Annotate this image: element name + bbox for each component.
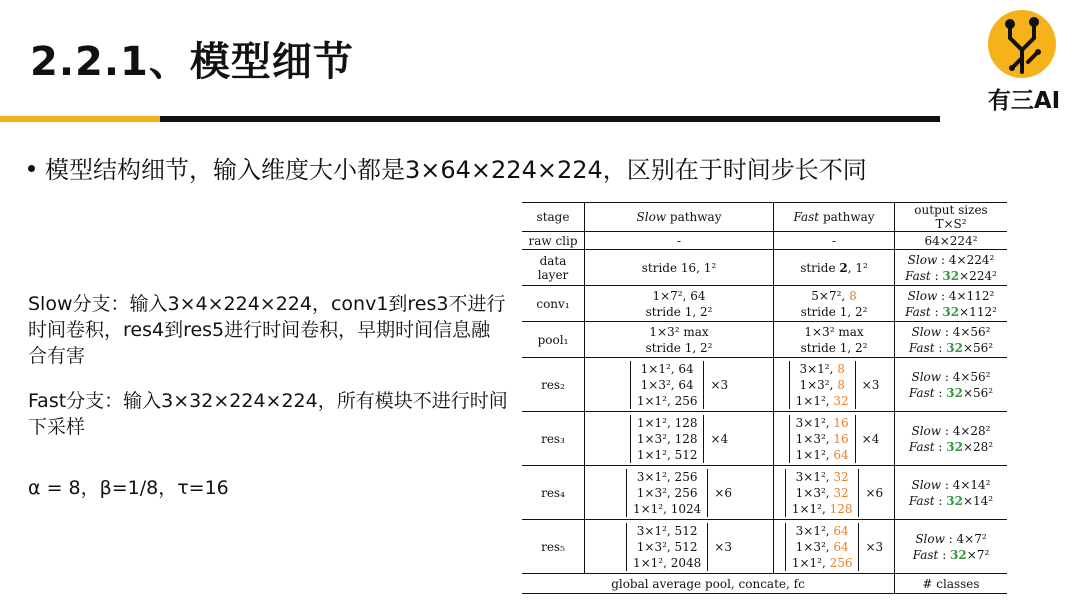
output-cell: Slow : 4×28² Fast : 32×28² xyxy=(895,412,1008,466)
stage-cell: raw clip xyxy=(522,232,585,250)
footer-left-cell: global average pool, concate, fc xyxy=(522,574,895,594)
stage-cell: data layer xyxy=(522,250,585,286)
bullet-text: 模型结构细节，输入维度大小都是3×64×224×224，区别在于时间步长不同 xyxy=(45,156,867,184)
fast-cell: 3×1², 64 1×3², 64 1×1², 256 ×3 xyxy=(774,520,895,574)
output-cell: Slow : 4×112² Fast : 32×112² xyxy=(895,286,1008,322)
table-row xyxy=(522,412,1007,466)
fast-cell: 3×1², 8 1×3², 8 1×1², 32 ×3 xyxy=(774,358,895,412)
fast-cell: 1×3² max stride 1, 2² xyxy=(774,322,895,358)
youthree-ai-logo xyxy=(986,10,1061,114)
slow-cell: 1×1², 64 1×3², 64 1×1², 256 ×3 xyxy=(585,358,774,412)
output-cell: Slow : 4×7² Fast : 32×7² xyxy=(895,520,1008,574)
table-row xyxy=(522,466,1007,520)
header-stage: stage xyxy=(522,203,585,232)
output-cell: Slow : 4×224² Fast : 32×224² xyxy=(895,250,1008,286)
stage-cell: res₄ xyxy=(522,466,585,520)
output-cell: Slow : 4×56² Fast : 32×56² xyxy=(895,322,1008,358)
table-row xyxy=(522,358,1007,412)
fast-cell: 3×1², 16 1×3², 16 1×1², 64 ×4 xyxy=(774,412,895,466)
params-text: α = 8，β=1/8，τ=16 xyxy=(28,477,229,499)
logo-text: 有三AI xyxy=(987,88,1061,114)
table-row xyxy=(522,286,1007,322)
slow-cell: - xyxy=(585,232,774,250)
fast-cell: 5×7², 8 stride 1, 2² xyxy=(774,286,895,322)
footer-right-cell: # classes xyxy=(895,574,1008,594)
slow-cell: 3×1², 256 1×3², 256 1×1², 1024 ×6 xyxy=(585,466,774,520)
stage-cell: pool₁ xyxy=(522,322,585,358)
title-underline-accent xyxy=(0,116,160,122)
fast-cell: - xyxy=(774,232,895,250)
fast-cell: 3×1², 32 1×3², 32 1×1², 128 ×6 xyxy=(774,466,895,520)
slide-title: 2.2.1、模型细节 xyxy=(30,39,354,85)
stage-cell: res₃ xyxy=(522,412,585,466)
title-underline xyxy=(160,116,940,122)
bullet-item xyxy=(28,150,867,185)
stage-cell: res₂ xyxy=(522,358,585,412)
output-cell: Slow : 4×56² Fast : 32×56² xyxy=(895,358,1008,412)
header-output: output sizes T×S² xyxy=(895,203,1008,232)
stage-cell: res₅ xyxy=(522,520,585,574)
bullet-dot-icon xyxy=(28,165,35,172)
table-row xyxy=(522,232,1007,250)
slow-cell: 1×1², 128 1×3², 128 1×1², 512 ×4 xyxy=(585,412,774,466)
header-fast: Fast pathway xyxy=(774,203,895,232)
header-slow: Slow pathway xyxy=(585,203,774,232)
logo-circle-icon xyxy=(988,10,1056,78)
table-footer-row xyxy=(522,574,1007,594)
table-row xyxy=(522,520,1007,574)
slow-cell: 3×1², 512 1×3², 512 1×1², 2048 ×3 xyxy=(585,520,774,574)
slow-cell: stride 16, 1² xyxy=(585,250,774,286)
stage-cell: conv₁ xyxy=(522,286,585,322)
fast-branch-text: Fast分支：输入3×32×224×224，所有模块不进行时间下采样 xyxy=(28,390,508,438)
output-cell: Slow : 4×14² Fast : 32×14² xyxy=(895,466,1008,520)
table-row xyxy=(522,250,1007,286)
slow-branch-text: Slow分支：输入3×4×224×224，conv1到res3不进行时间卷积，res4到res5进行时间卷积，早期时间信息融合有害 xyxy=(28,293,506,367)
slow-cell: 1×7², 64 stride 1, 2² xyxy=(585,286,774,322)
slow-cell: 1×3² max stride 1, 2² xyxy=(585,322,774,358)
architecture-table xyxy=(522,202,1007,594)
fast-cell: stride 2, 1² xyxy=(774,250,895,286)
table-header-row xyxy=(522,203,1007,232)
output-cell: 64×224² xyxy=(895,232,1008,250)
circuit-tree-icon xyxy=(988,10,1056,78)
table-row xyxy=(522,322,1007,358)
